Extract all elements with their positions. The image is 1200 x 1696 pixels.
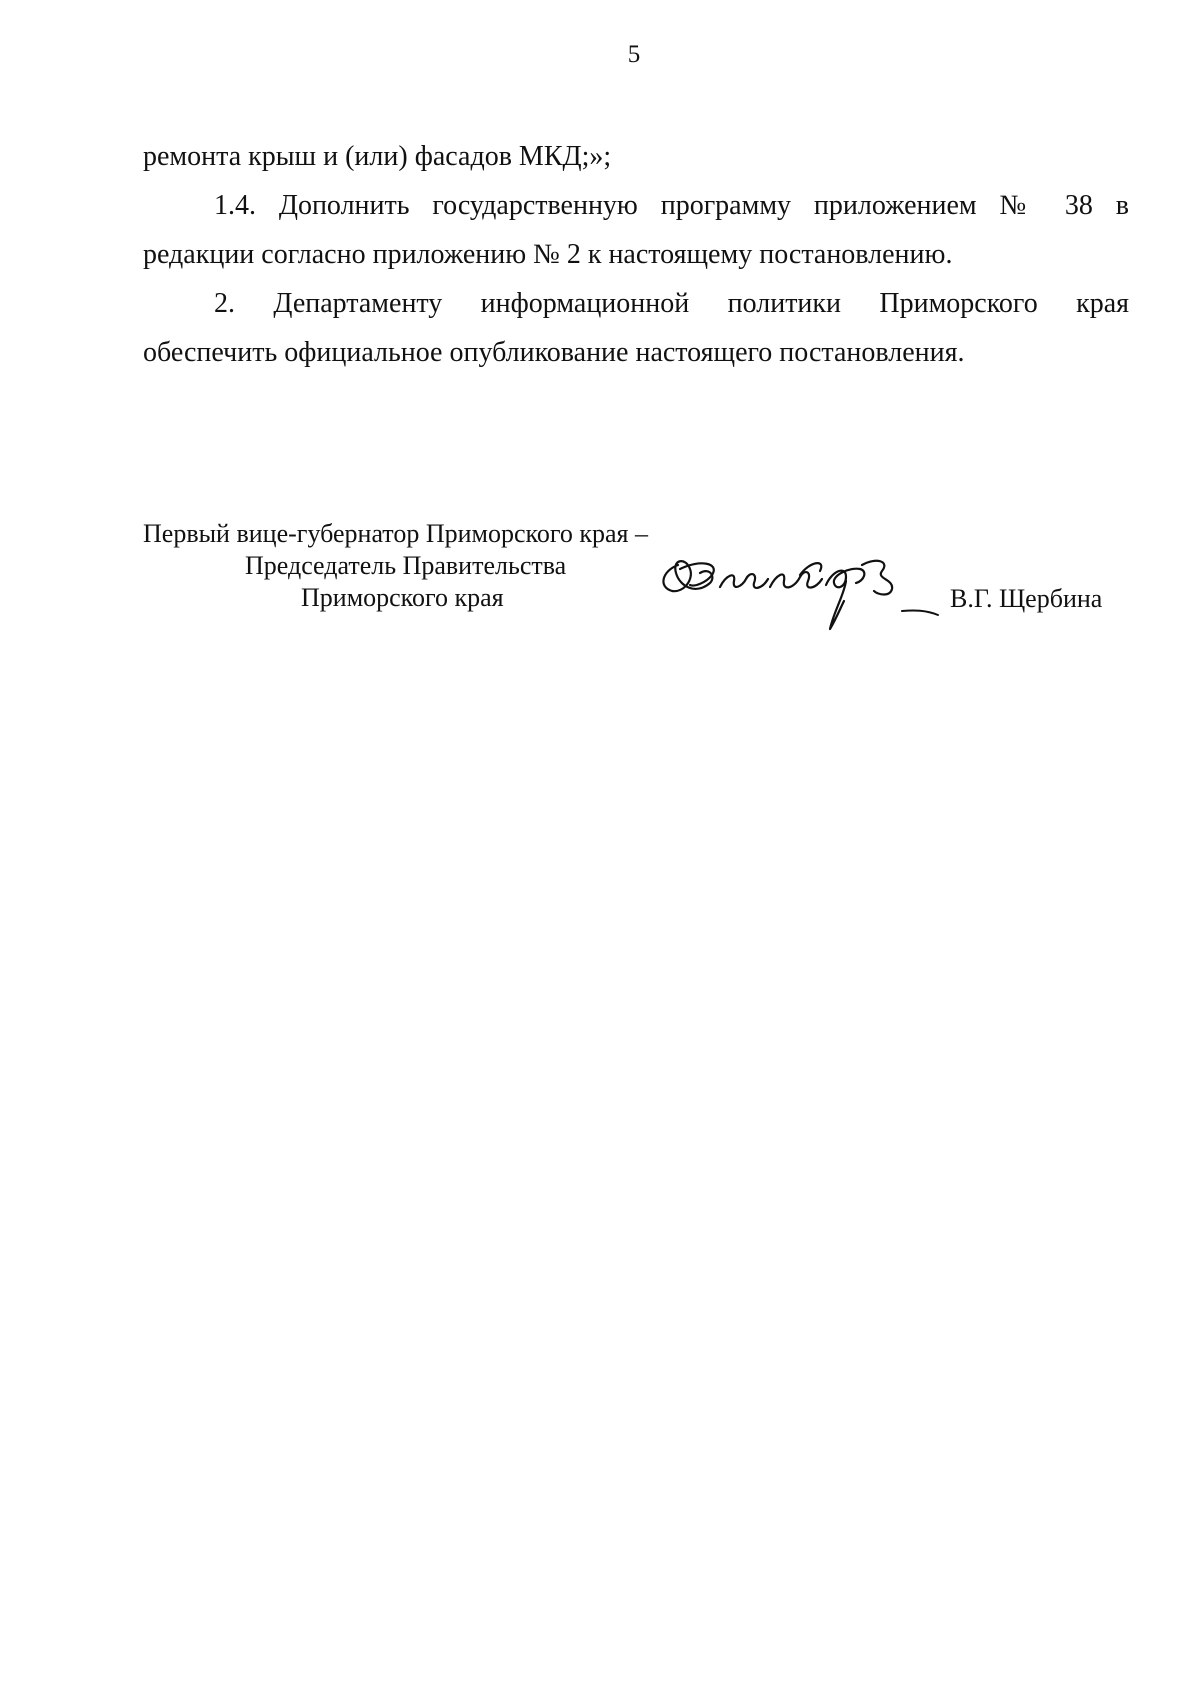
signer-position-line-1: Первый вице-губернатор Приморского края – [143, 519, 648, 548]
handwritten-signature [650, 535, 950, 635]
signature-dash [900, 606, 940, 618]
item-1-4-line-2: редакции согласно приложению № 2 к настоящему постановлению. [143, 239, 953, 270]
item-2-line-1: 2. Департаменту информационной политики Приморского края [214, 288, 1129, 319]
item-2-line-2: обеспечить официальное опубликование настоящего постановления. [143, 337, 965, 368]
item-1-4-line-1: 1.4. Дополнить государственную программу приложением № 38 в [214, 190, 1129, 221]
paragraph-line: ремонта крыш и (или) фасадов МКД;»; [143, 141, 612, 172]
signer-position-line-2: Председатель Правительства [245, 551, 567, 580]
page-number: 5 [627, 41, 641, 68]
signer-position-line-3: Приморского края [301, 583, 504, 612]
signer-name: В.Г. Щербина [950, 584, 1103, 613]
